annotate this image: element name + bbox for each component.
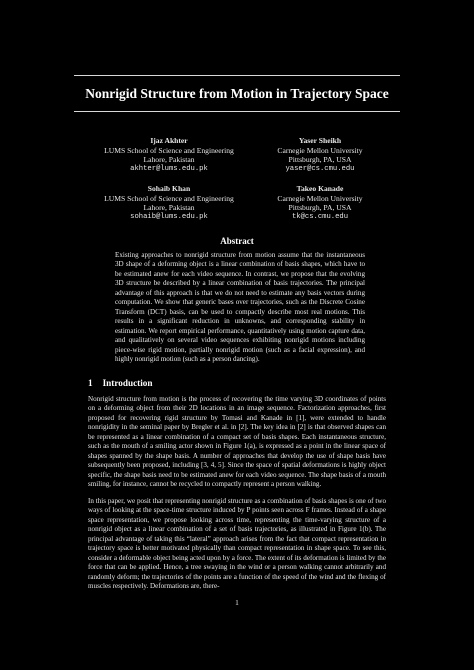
author-affiliation: LUMS School of Science and Engineering xyxy=(104,145,234,155)
author-block xyxy=(94,184,244,222)
author-name: Yaser Sheikh xyxy=(298,136,342,145)
title-bottom-rule xyxy=(74,111,400,112)
section-title: Introduction xyxy=(102,378,153,388)
body-paragraph: Nonrigid structure from motion is the process of recovering the time varying 3D coordinates of points on a deforming object from their 2D locations in an image sequence. Factorization approaches, first proposed for recovering rigid structure by Tomasi and Kanade in [1], were extended to handle nonrigidity in the seminal paper by Bregler et al. in [2]. The key idea in [2] is that observed shapes can be represented as a linear combination of a compact set of basis shapes. Each instantaneous structure, such as the mouth of a smiling actor shown in Figure 1(a), is expressed as a point in the linear space of shapes spanned by the shape basis. A number of approaches that develop the use of shape basis have subsequently been proposed, including [3, 4, 5]. Since the space of spatial deformations is highly object specific, the shape basis need to be estimated anew for each video sequence. The shape basis of a mouth smiling, for instance, cannot be recycled to compactly represent a person walking. xyxy=(88,395,386,489)
author-email: sohaib@lums.edu.pk xyxy=(130,212,208,221)
author-name: Ijaz Akhter xyxy=(150,136,188,145)
section-heading xyxy=(88,378,152,388)
title-top-rule xyxy=(74,75,400,76)
author-location: Pittsburgh, PA, USA xyxy=(288,155,352,165)
author-location: Lahore, Pakistan xyxy=(143,203,195,213)
section-number: 1 xyxy=(88,378,93,388)
author-affiliation: Carnegie Mellon University xyxy=(277,145,363,155)
author-block xyxy=(260,184,380,222)
author-location: Pittsburgh, PA, USA xyxy=(288,203,352,213)
author-affiliation: Carnegie Mellon University xyxy=(277,193,363,203)
author-name: Sohaib Khan xyxy=(147,184,191,193)
author-email: akhter@lums.edu.pk xyxy=(130,164,208,173)
author-email: tk@cs.cmu.edu xyxy=(291,212,349,221)
abstract-heading: Abstract xyxy=(220,236,254,246)
author-email: yaser@cs.cmu.edu xyxy=(285,164,355,173)
author-name: Takeo Kanade xyxy=(296,184,344,193)
author-block xyxy=(260,136,380,174)
body-paragraph: In this paper, we posit that representing nonrigid structure as a combination of basis shapes is one of two ways of looking at the space-time structure induced by P points seen across F frames. Instead of a shape space representation, we propose looking across time, representing the time-varying structure of a nonrigid object as a linear combination of a set of basis trajectories, as illustrated in Figure 1(b). The principal advantage of taking this “lateral” approach arises from the fact that compact representation in trajectory space is better motivated physically than compact representation in shape space. To see this, consider a deformable object being acted upon by a force. The extent of its deformation is limited by the force that can be applied. Hence, a tree swaying in the wind or a person walking cannot arbitrarily and randomly deform; the trajectories of the points are a function of the speed of the wind and the flexing of muscles respectively. Deformations are, there- xyxy=(88,497,386,591)
paper-title: Nonrigid Structure from Motion in Trajectory Space xyxy=(85,86,389,101)
author-location: Lahore, Pakistan xyxy=(143,155,195,165)
page-number: 1 xyxy=(235,598,239,607)
author-affiliation: LUMS School of Science and Engineering xyxy=(104,193,234,203)
author-block xyxy=(94,136,244,174)
abstract-text: Existing approaches to nonrigid structure from motion assume that the instantaneous 3D shape of a deforming object is a linear combination of basis shapes, which have to be estimated anew for each video sequence. In contrast, we propose that the evolving 3D structure be described by a linear combination of basis trajectories. The principal advantage of this approach is that we do not need to estimate any basis vectors during computation. We show that generic bases over trajectories, such as the Discrete Cosine Transform (DCT) basis, can be used to compactly describe most real motions. This results in a significant reduction in unknowns, and corresponding stability in estimation. We report empirical performance, quantitatively using motion capture data, and qualitatively on several video sequences exhibiting nonrigid motions including piece-wise rigid motion, partially nonrigid motion (such as a facial expression), and highly nonrigid motion (such as a person dancing). xyxy=(115,251,365,363)
